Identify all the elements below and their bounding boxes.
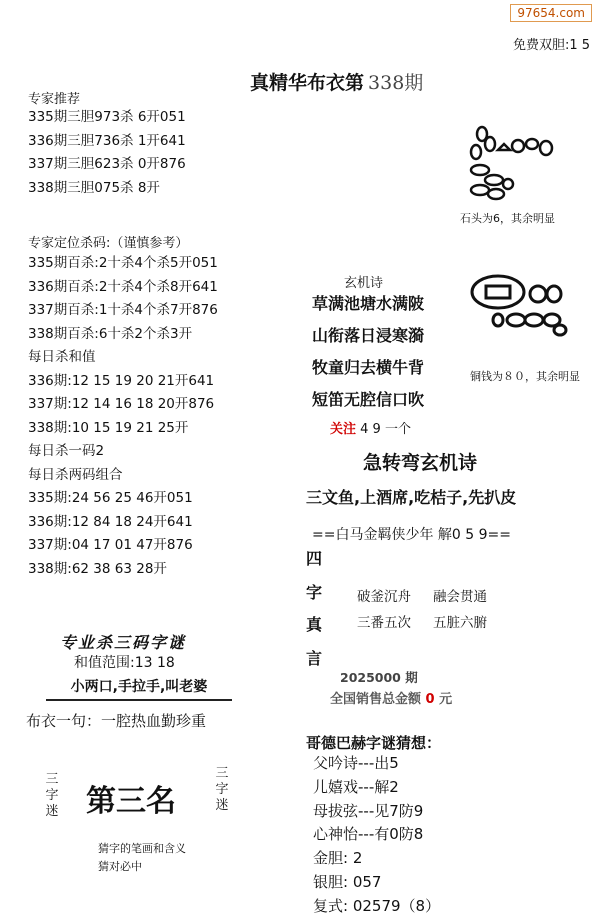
sales-total xyxy=(330,688,452,707)
list-item: 338期百杀:6十杀2个杀3开 xyxy=(28,325,193,342)
poem-lines xyxy=(312,288,424,416)
idiom: 三番五次 xyxy=(357,615,411,631)
four-words-char: 言 xyxy=(306,649,323,668)
goldbach-title: 哥德巴赫字谜猜想： xyxy=(306,734,442,752)
goldbach-line: 金胆: 2 xyxy=(313,849,363,868)
follow-label: 关注 xyxy=(330,422,357,437)
stone-caption: 石头为6，其余明显 xyxy=(460,212,555,225)
stones-image xyxy=(466,124,566,204)
sales-unit: 元 xyxy=(439,692,453,707)
goldbach-line: 父吟诗---出5 xyxy=(313,754,399,772)
idiom: 破釜沉舟 xyxy=(357,589,411,605)
period-count: 2025000 期 xyxy=(340,670,418,685)
expert-heading: 专家推荐 xyxy=(28,92,81,107)
list-item: 337期:04 17 01 47开876 xyxy=(28,537,193,553)
list-item: 336期百杀:2十杀4个杀8开641 xyxy=(28,278,218,295)
site-watermark[interactable]: 97654.com xyxy=(510,4,592,22)
list-item: 338期:10 15 19 21 25开 xyxy=(28,419,189,436)
goldbach-line: 复式: 02579（8） xyxy=(313,896,441,915)
list-item: 336期:12 15 19 20 21开641 xyxy=(28,372,215,389)
poem-follow xyxy=(330,418,411,437)
list-item: 337期百杀:1十杀4个杀7开876 xyxy=(28,302,218,318)
poem-line: 草满池塘水满陂 xyxy=(312,294,425,313)
position-kill-list xyxy=(28,252,218,581)
riddle-range: 和值范围:13 18 xyxy=(74,655,175,671)
title-main: 真精华布衣第 xyxy=(250,72,365,94)
four-words-char: 四 xyxy=(306,549,323,568)
goldbach-line: 心神怡---有0防8 xyxy=(313,825,424,844)
riddle-title: 专业杀三码字谜 xyxy=(60,633,187,652)
position-kill-heading: 专家定位杀码:（谨慎参考） xyxy=(28,236,189,251)
kill-two-heading: 每日杀两码组合 xyxy=(28,466,123,483)
coins-image xyxy=(468,268,578,340)
goldbach-line: 母拔弦---见7防9 xyxy=(313,801,424,820)
riddle-phrase: 小两口,手拉手,叫老婆 xyxy=(46,676,232,701)
sales-label: 全国销售总金额 xyxy=(330,692,422,707)
riddle-hint: 猜对必中 xyxy=(98,860,142,873)
follow-value: 4 9 一个 xyxy=(360,422,411,437)
turn-poem-title: 急转弯玄机诗 xyxy=(363,452,478,474)
goldbach-line: 儿嬉戏---解2 xyxy=(313,777,399,796)
poem-line: 牧童归去横牛背 xyxy=(312,358,425,377)
four-words-char: 真 xyxy=(306,615,323,634)
goldbach-lines xyxy=(313,752,440,919)
poem-line: 短笛无腔信口吹 xyxy=(312,390,425,409)
list-item: 335期百杀:2十杀4个杀5开051 xyxy=(28,255,218,271)
poem-line: 山衔落日浸寒漪 xyxy=(312,326,425,345)
riddle-side-left: 三字迷 xyxy=(45,772,59,819)
page-title xyxy=(250,68,423,95)
list-item: 335期三胆973杀 6开051 xyxy=(28,109,186,125)
turn-poem-line: 三文鱼,上酒席,吃桔子,先扒皮 xyxy=(306,488,517,507)
poem-heading: 玄机诗 xyxy=(344,276,384,291)
title-issue: 338期 xyxy=(368,72,424,94)
expert-list xyxy=(28,106,186,200)
four-words-char: 字 xyxy=(306,583,323,602)
idiom: 融会贯通 xyxy=(433,589,487,605)
free-pick: 免费双胆:1 5 xyxy=(512,38,590,53)
list-item: 337期三胆623杀 0开876 xyxy=(28,156,186,172)
baima-line: ==白马金羁侠少年 解0 5 9== xyxy=(312,527,511,543)
list-item: 336期三胆736杀 1开641 xyxy=(28,132,186,149)
coin-caption: 铜钱为８０，其余明显 xyxy=(470,370,580,383)
list-item: 338期三胆075杀 8开 xyxy=(28,179,160,196)
goldbach-line: 银胆: 057 xyxy=(313,872,382,891)
list-item: 336期:12 84 18 24开641 xyxy=(28,513,193,530)
list-item: 335期:24 56 25 46开051 xyxy=(28,490,193,506)
kill-one: 每日杀一码2 xyxy=(28,443,105,459)
sales-value: 0 xyxy=(425,692,435,707)
idiom: 五脏六腑 xyxy=(433,615,487,631)
list-item: 338期:62 38 63 28开 xyxy=(28,560,167,577)
sum-heading: 每日杀和值 xyxy=(28,349,96,365)
list-item: 337期:12 14 16 18 20开876 xyxy=(28,396,215,412)
riddle-side-right: 三字迷 xyxy=(215,766,229,813)
riddle-hint: 猜字的笔画和含义 xyxy=(98,842,186,855)
riddle-answer: 第三名 xyxy=(86,784,176,819)
buyi-sentence: 布衣一句：一腔热血勤珍重 xyxy=(26,712,207,730)
